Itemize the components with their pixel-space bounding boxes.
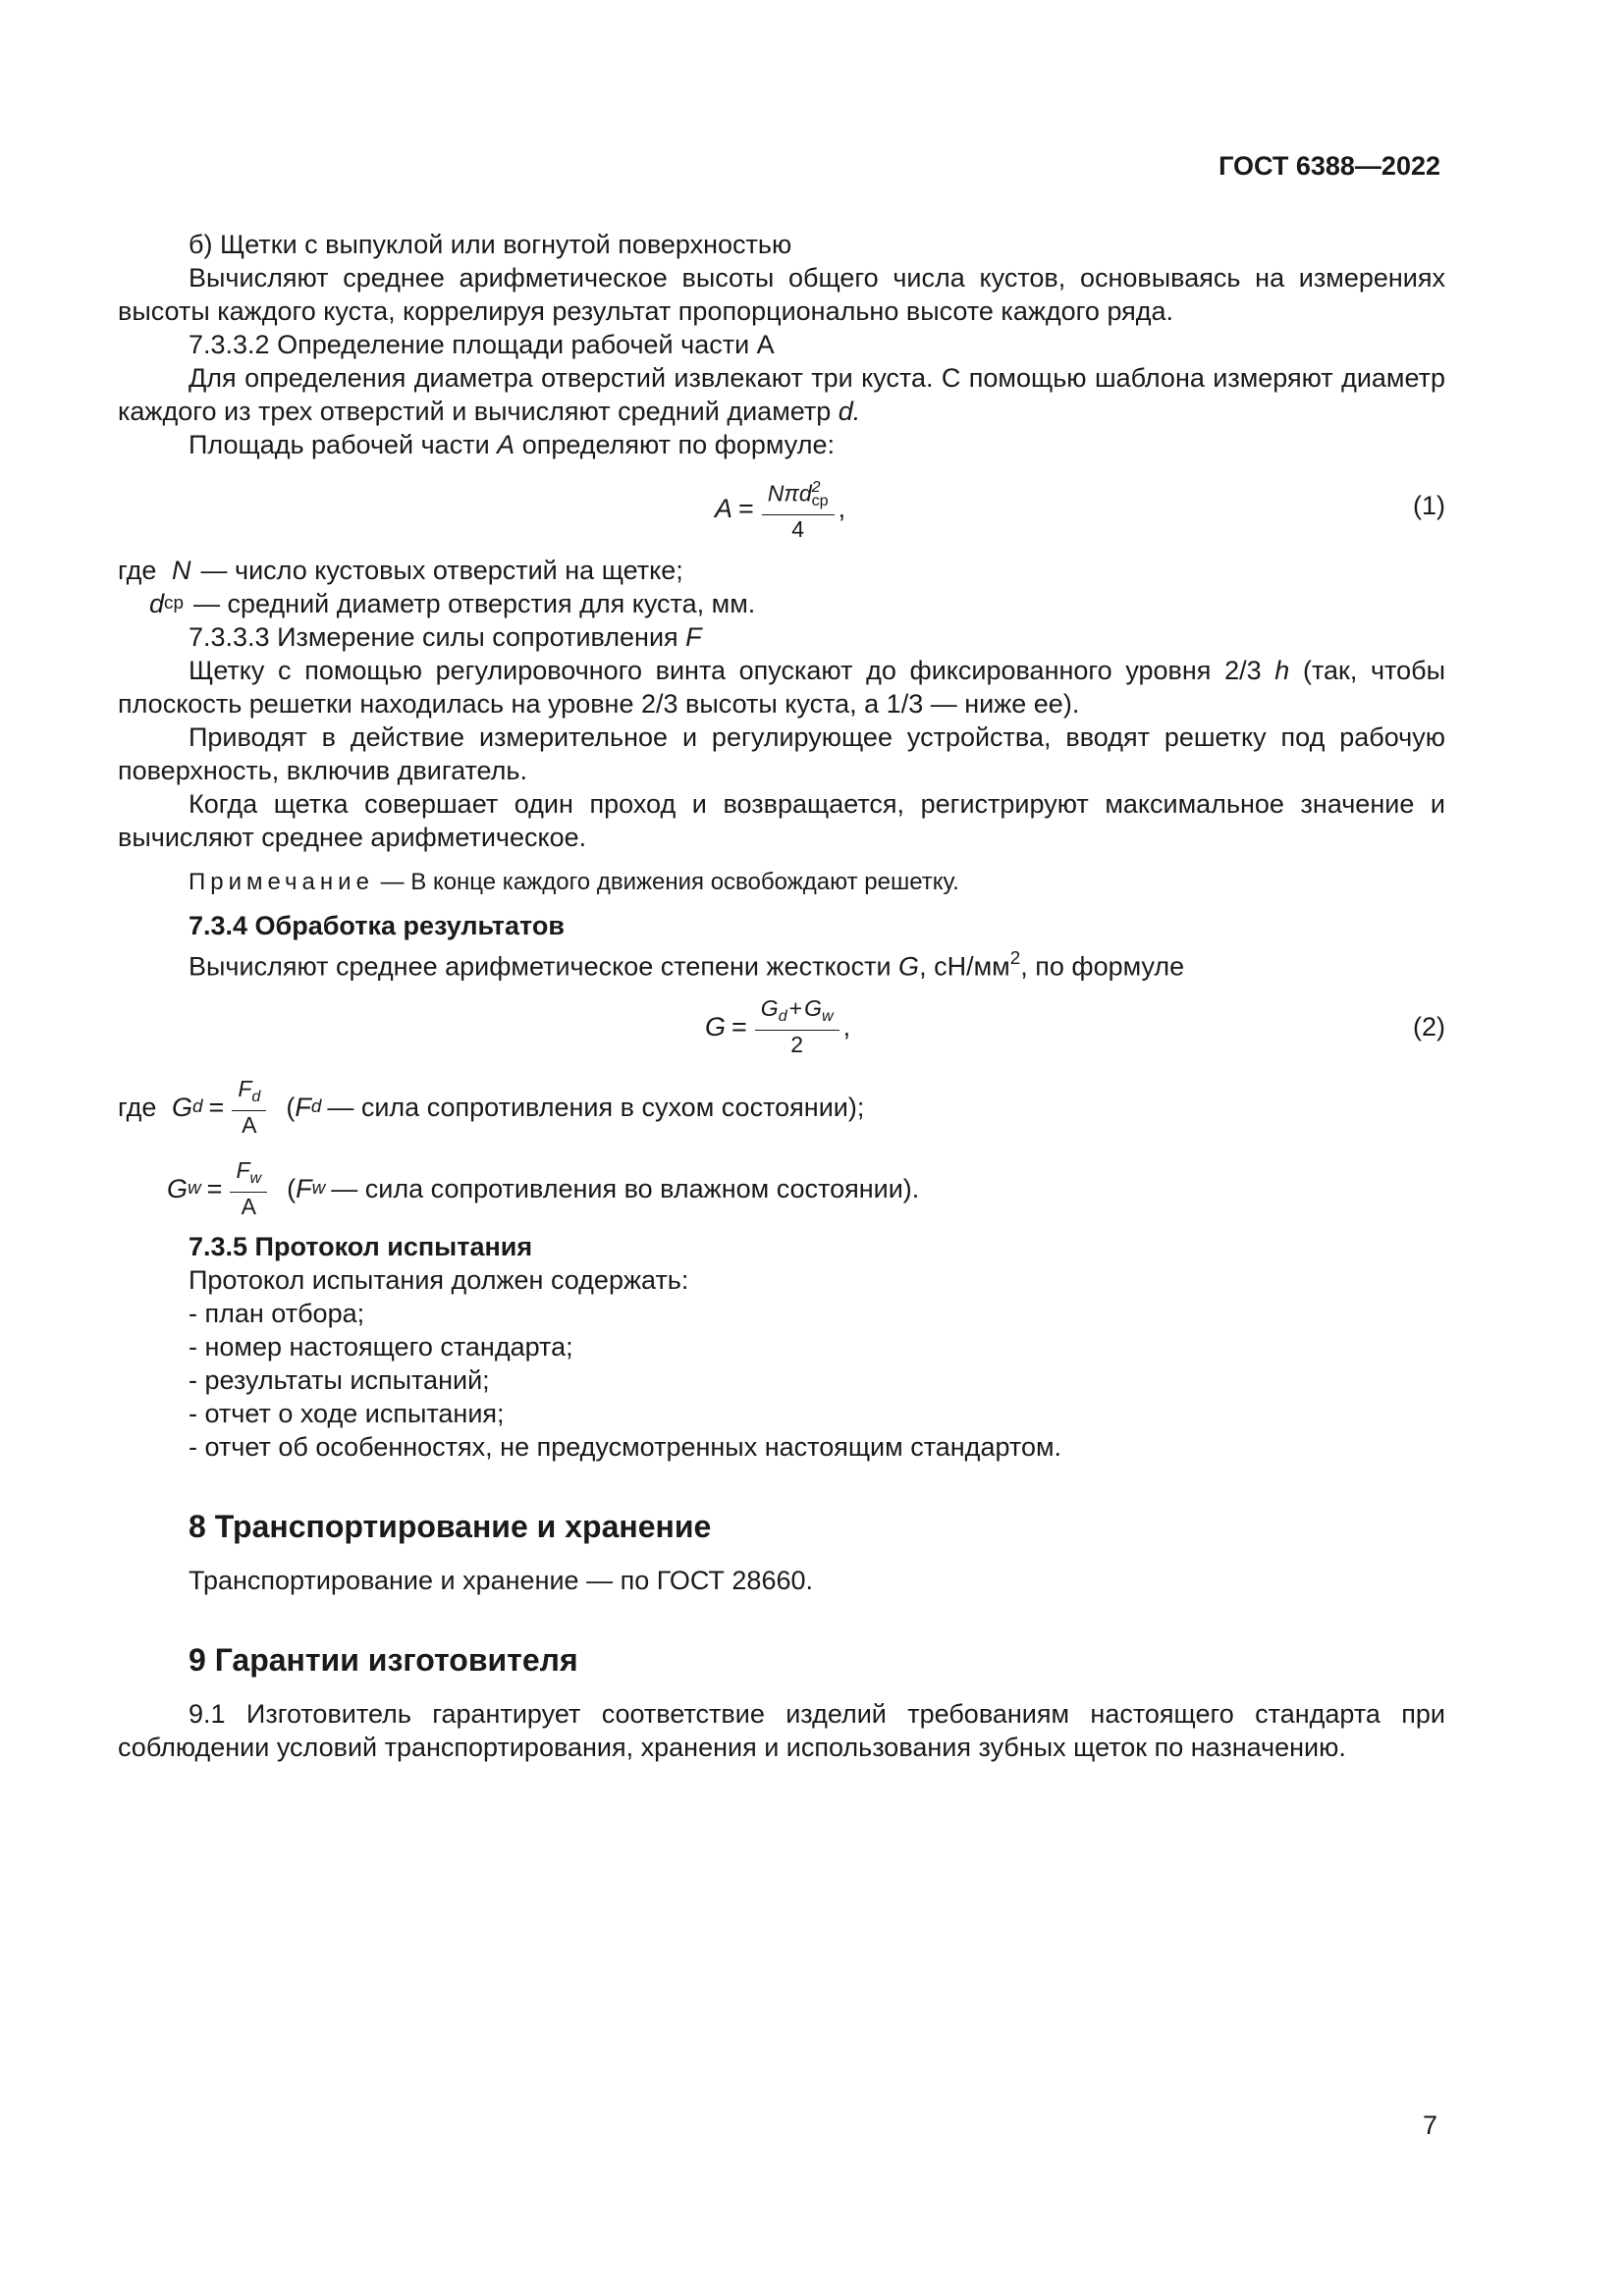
where-2-gw-numerator	[230, 1156, 267, 1193]
where-2-gd-denominator: A	[242, 1112, 257, 1139]
where-2-label: где	[118, 1092, 157, 1122]
clause-b-title: б) Щетки с выпуклой или вогнутой поверхностью	[189, 230, 792, 259]
formula-2	[705, 994, 850, 1058]
clause-7333-p3: Когда щетка совершает один проход и возвращается, регистрируют максимальное значение и вычисляют среднее арифметическое.	[118, 789, 1445, 852]
where-2-gw-fsub: w	[311, 1177, 326, 1199]
section-9-heading: 9 Гарантии изготовителя	[189, 1641, 578, 1678]
var-f: F	[685, 622, 702, 652]
formula-1-comma: ,	[838, 493, 846, 523]
where-2-gw	[118, 1156, 1445, 1220]
clause-735-intro: Протокол испытания должен содержать:	[189, 1264, 689, 1295]
where-2-gd-fsub: d	[310, 1095, 322, 1117]
clause-734-text-post: , по формуле	[1020, 951, 1185, 982]
where-2-gd-var: G	[172, 1092, 193, 1122]
where-1-d-var: d	[149, 589, 165, 618]
section-8-text: Транспортирование и хранение — по ГОСТ 28660.	[189, 1565, 814, 1595]
formula-2-denominator: 2	[790, 1032, 804, 1058]
where-2-gw-fraction	[230, 1156, 267, 1220]
formula-2-number: (2)	[1413, 1012, 1445, 1042]
where-2-gd-open-paren: (	[286, 1092, 296, 1122]
formula-1-num-main: Nπd	[767, 480, 812, 507]
clause-734-title: 7.3.4 Обработка результатов	[189, 911, 565, 940]
formula-2-num-a: G	[760, 995, 779, 1022]
formula-1-number: (1)	[1413, 491, 1445, 520]
page-number: 7	[1422, 2110, 1437, 2140]
clause-7333-title-text: 7.3.3.3 Измерение силы сопротивления	[189, 622, 678, 652]
where-1-label: где	[118, 556, 157, 585]
formula-2-numerator	[755, 994, 839, 1031]
list-item: - отчет об особенностях, не предусмотренных настоящим стандартом.	[189, 1431, 1062, 1462]
clause-b-text: Вычисляют среднее арифметическое высоты общего числа кустов, основываясь на измерениях высоты каждого куста, коррелируя результат пропорционально высоте каждого ряда.	[118, 263, 1445, 326]
where-2-gw-sub: w	[188, 1177, 201, 1199]
where-1-n-var: N	[172, 556, 191, 585]
clause-7332-title: 7.3.3.2 Определение площади рабочей части А	[189, 330, 775, 359]
where-2-gd-num: F	[238, 1076, 252, 1102]
clause-7332-text-1-body: Для определения диаметра отверстий извлекают три куста. С помощью шаблона измеряют диаметр каждого из трех отверстий и вычисляют средний диаметр	[118, 363, 1445, 426]
note	[118, 866, 1445, 899]
where-2-gw-fvar: F	[296, 1173, 312, 1203]
clause-734-text	[118, 942, 1445, 983]
document-body	[118, 228, 1445, 1764]
where-1-d-text: — средний диаметр отверстия для куста, мм.	[192, 589, 756, 618]
clause-734-text-mid: , сН/мм	[919, 951, 1010, 982]
formula-1-fraction	[762, 473, 835, 543]
formula-1-denominator: 4	[791, 516, 805, 543]
clause-7333-p1-post: (так, чтобы плоскость решетки находилась на уровне 2/3 высоты куста, а 1/3 — ниже ее).	[118, 656, 1445, 719]
where-1-d-sub: ср	[164, 593, 184, 614]
section-8-heading: 8 Транспортирование и хранение	[189, 1508, 712, 1544]
section-9-text: 9.1 Изготовитель гарантирует соответствие изделий требованиям настоящего стандарта при соблюдении условий транспортирования, хранения и использования зубных щеток по назначению.	[118, 1698, 1445, 1762]
list-item: - отчет о ходе испытания;	[189, 1398, 505, 1428]
formula-1	[715, 473, 845, 543]
var-g: G	[898, 951, 920, 982]
clause-7333-title	[118, 620, 1445, 654]
formula-2-plus: +	[788, 995, 803, 1022]
formula-1-lhs: A	[715, 493, 733, 523]
formula-1-equals: =	[738, 493, 754, 523]
clause-7332-text-2	[118, 428, 1445, 461]
where-2-gw-open-paren: (	[287, 1173, 297, 1203]
clause-7332-text-2-pre: Площадь рабочей части	[189, 430, 490, 459]
protocol-list	[118, 1297, 1445, 1464]
clause-7333-p2: Приводят в действие измерительное и регулирующее устройства, вводят решетку под рабочую поверхность, включив двигатель.	[118, 722, 1445, 785]
where-2-gd-fraction	[232, 1075, 266, 1139]
note-label: Примечание	[189, 869, 374, 895]
where-2-gd-text: — сила сопротивления в сухом состоянии);	[327, 1092, 865, 1122]
where-1-n	[118, 554, 1445, 587]
formula-1-numerator	[762, 473, 835, 515]
formula-1-num-sub: ср	[811, 492, 829, 510]
clause-734-text-sup: 2	[1009, 948, 1021, 969]
where-2-gd	[118, 1075, 1445, 1139]
where-2-gd-numerator	[232, 1075, 266, 1111]
where-1-d	[118, 587, 1445, 620]
clause-7333-p1	[118, 654, 1445, 721]
formula-2-fraction	[755, 994, 839, 1058]
list-item: - план отбора;	[189, 1298, 365, 1328]
clause-7333-p1-pre: Щетку с помощью регулировочного винта опускают до фиксированного уровня 2/3	[189, 656, 1262, 685]
document-code-header: ГОСТ 6388—2022	[1218, 151, 1440, 181]
where-2-gw-denominator: A	[241, 1193, 256, 1219]
where-2-gd-fvar: F	[295, 1092, 311, 1122]
var-d: d.	[838, 397, 861, 426]
where-2-gw-text: — сила сопротивления во влажном состоянии).	[331, 1173, 920, 1203]
var-a: A	[497, 430, 515, 459]
where-2-gw-num-sub: w	[249, 1168, 262, 1187]
var-h: h	[1274, 656, 1290, 685]
formula-2-row	[118, 988, 1445, 1067]
clause-7332-text-2-post: определяют по формуле:	[521, 430, 835, 459]
clause-734-text-pre: Вычисляют среднее арифметическое степени жесткости	[189, 951, 892, 982]
where-2-gw-equals: =	[206, 1173, 223, 1203]
formula-2-num-b: G	[804, 995, 822, 1022]
formula-2-lhs: G	[705, 1011, 727, 1041]
where-2-gw-var: G	[167, 1173, 189, 1203]
where-2-gw-num: F	[236, 1157, 250, 1184]
formula-1-row	[118, 467, 1445, 546]
note-text: — В конце каждого движения освобождают решетку.	[380, 869, 959, 895]
clause-7332-text-1	[118, 361, 1445, 428]
where-1-n-text: — число кустовых отверстий на щетке;	[200, 556, 683, 585]
formula-2-equals: =	[731, 1011, 747, 1041]
where-2-gd-equals: =	[208, 1092, 225, 1122]
formula-2-comma: ,	[842, 1011, 851, 1041]
list-item: - результаты испытаний;	[189, 1364, 490, 1395]
list-item: - номер настоящего стандарта;	[189, 1331, 573, 1362]
formula-2-num-a-sub: d	[778, 1007, 787, 1026]
formula-2-num-b-sub: w	[821, 1007, 834, 1026]
where-2-gd-sub: d	[192, 1095, 203, 1117]
where-2-gd-num-sub: d	[251, 1088, 261, 1106]
formula-1-num-sup: 2	[811, 478, 821, 496]
clause-735-title: 7.3.5 Протокол испытания	[189, 1231, 533, 1261]
